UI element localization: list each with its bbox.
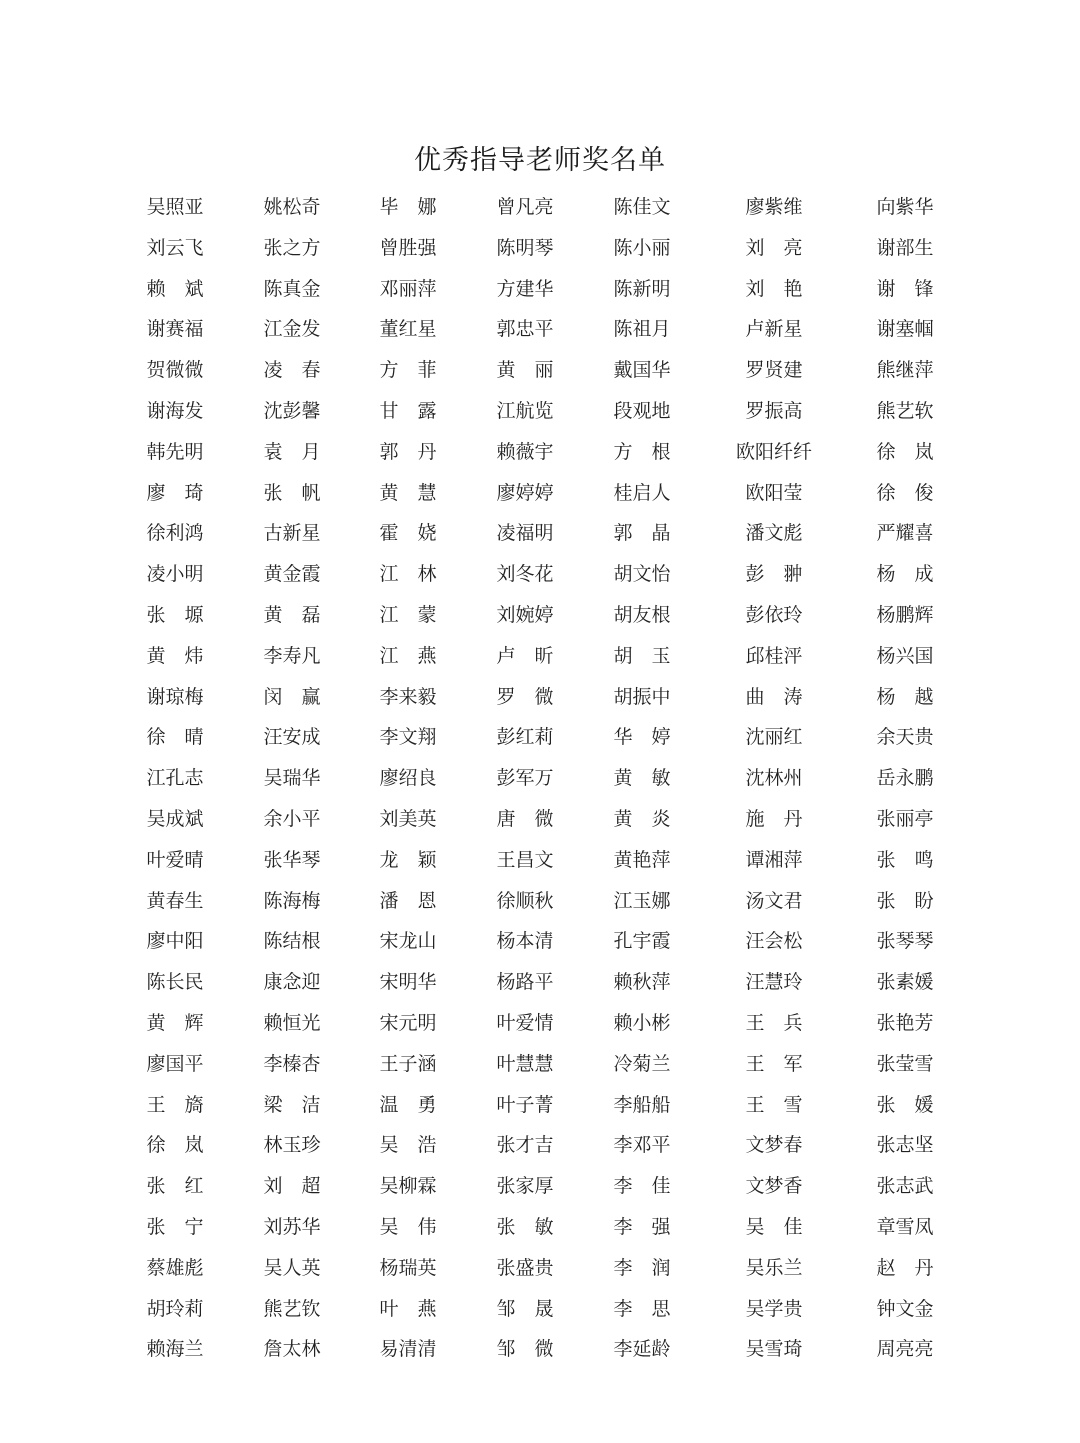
teacher-name: 汪会松 — [745, 930, 803, 953]
teacher-name: 黄 慧 — [379, 481, 437, 504]
teacher-name: 张素媛 — [876, 971, 934, 994]
teacher-name: 贺微微 — [146, 359, 204, 382]
teacher-name: 吴照亚 — [146, 196, 204, 218]
teacher-name: 彭军万 — [496, 767, 554, 790]
teacher-name: 邹 晟 — [496, 1297, 554, 1320]
teacher-name: 李延龄 — [613, 1338, 671, 1361]
teacher-name: 沈彭馨 — [263, 399, 321, 422]
teacher-name: 江 林 — [379, 563, 437, 586]
teacher-name: 王 军 — [745, 1052, 803, 1075]
teacher-name: 黄 丽 — [496, 359, 554, 382]
teacher-name: 李 强 — [613, 1215, 671, 1238]
teacher-name: 张志武 — [876, 1175, 934, 1198]
name-row — [0, 310, 1080, 351]
teacher-name: 凌福明 — [496, 522, 554, 545]
teacher-name: 王 旖 — [146, 1093, 204, 1116]
teacher-name: 徐 岚 — [146, 1134, 204, 1157]
teacher-name: 张 盼 — [876, 889, 934, 912]
teacher-name: 宋明华 — [379, 971, 437, 994]
teacher-name: 江 蒙 — [379, 603, 437, 626]
teacher-name: 吴雪琦 — [745, 1338, 803, 1361]
teacher-name: 邓丽萍 — [379, 277, 437, 300]
teacher-name: 桂启人 — [613, 481, 671, 504]
teacher-name: 李 佳 — [613, 1175, 671, 1198]
teacher-name: 严耀喜 — [876, 522, 934, 545]
teacher-name: 谭湘萍 — [745, 848, 803, 871]
teacher-name: 罗贤建 — [745, 359, 803, 382]
teacher-name: 汤文君 — [745, 889, 803, 912]
teacher-name: 方 根 — [613, 440, 671, 463]
teacher-name: 邱桂泙 — [745, 644, 803, 667]
teacher-name: 李来毅 — [379, 685, 437, 708]
teacher-name: 王子涵 — [379, 1052, 437, 1075]
teacher-name: 廖 琦 — [146, 481, 204, 504]
teacher-name: 江 燕 — [379, 644, 437, 667]
teacher-name: 赖恒光 — [263, 1011, 321, 1034]
teacher-name: 谢塞帼 — [876, 318, 934, 341]
teacher-name: 吴 伟 — [379, 1215, 437, 1238]
teacher-name: 李船船 — [613, 1093, 671, 1116]
teacher-name: 凌 春 — [263, 359, 321, 382]
teacher-name: 赖薇宇 — [496, 440, 554, 463]
teacher-name: 张 帆 — [263, 481, 321, 504]
teacher-name: 黄 炜 — [146, 644, 204, 667]
teacher-name: 凌小明 — [146, 563, 204, 586]
teacher-name: 李文翔 — [379, 726, 437, 749]
teacher-name: 彭依玲 — [745, 603, 803, 626]
teacher-name: 吴 浩 — [379, 1134, 437, 1157]
teacher-name: 郭忠平 — [496, 318, 554, 341]
teacher-name: 杨路平 — [496, 971, 554, 994]
teacher-name: 刘婉婷 — [496, 603, 554, 626]
teacher-name: 胡 玉 — [613, 644, 671, 667]
name-row — [0, 270, 1080, 311]
teacher-name: 叶 燕 — [379, 1297, 437, 1320]
name-row — [0, 474, 1080, 515]
teacher-name: 吴 佳 — [745, 1215, 803, 1238]
teacher-name: 张志坚 — [876, 1134, 934, 1157]
teacher-name: 林玉珍 — [263, 1134, 321, 1157]
teacher-name: 杨 越 — [876, 685, 934, 708]
teacher-name: 曲 涛 — [745, 685, 803, 708]
teacher-name: 陈海梅 — [263, 889, 321, 912]
teacher-name: 张华琴 — [263, 848, 321, 871]
teacher-name: 叶爱情 — [496, 1011, 554, 1034]
teacher-name: 李寿凡 — [263, 644, 321, 667]
teacher-name: 闵 赢 — [263, 685, 321, 708]
name-row — [0, 1126, 1080, 1167]
teacher-name: 徐 岚 — [876, 440, 934, 463]
teacher-name: 彭 翀 — [745, 563, 803, 586]
teacher-name: 毕 娜 — [379, 196, 437, 218]
name-row — [0, 759, 1080, 800]
teacher-name: 刘美英 — [379, 807, 437, 830]
teacher-name: 江孔志 — [146, 767, 204, 790]
teacher-name: 熊艺软 — [876, 399, 934, 422]
teacher-name: 曾胜强 — [379, 236, 437, 259]
teacher-name: 郭 丹 — [379, 440, 437, 463]
teacher-name: 徐 晴 — [146, 726, 204, 749]
teacher-name: 张 敏 — [496, 1215, 554, 1238]
teacher-name: 杨兴国 — [876, 644, 934, 667]
teacher-name: 陈祖月 — [613, 318, 671, 341]
teacher-name: 詹太林 — [263, 1338, 321, 1361]
name-row — [0, 392, 1080, 433]
teacher-name: 李邓平 — [613, 1134, 671, 1157]
teacher-name: 易清清 — [379, 1338, 437, 1361]
teacher-name: 郭 晶 — [613, 522, 671, 545]
teacher-name: 张 媛 — [876, 1093, 934, 1116]
teacher-name: 蔡雄彪 — [146, 1256, 204, 1279]
teacher-name: 李 思 — [613, 1297, 671, 1320]
name-row — [0, 1290, 1080, 1331]
name-row — [0, 882, 1080, 923]
teacher-name: 陈新明 — [613, 277, 671, 300]
name-row — [0, 1045, 1080, 1086]
teacher-name: 吴瑞华 — [263, 767, 321, 790]
teacher-name: 张才吉 — [496, 1134, 554, 1157]
teacher-name: 王 雪 — [745, 1093, 803, 1116]
teacher-name: 卢 昕 — [496, 644, 554, 667]
name-row — [0, 229, 1080, 270]
page-title: 优秀指导老师奖名单 — [414, 145, 666, 176]
teacher-name: 黄 磊 — [263, 603, 321, 626]
name-row — [0, 841, 1080, 882]
teacher-name: 黄 辉 — [146, 1011, 204, 1034]
teacher-name: 章雪凤 — [876, 1215, 934, 1238]
name-row — [0, 678, 1080, 719]
teacher-name: 潘文彪 — [745, 522, 803, 545]
teacher-name: 黄 炎 — [613, 807, 671, 830]
teacher-name: 张家厚 — [496, 1175, 554, 1198]
teacher-name: 文梦春 — [745, 1134, 803, 1157]
teacher-name: 刘冬花 — [496, 563, 554, 586]
teacher-name: 潘 恩 — [379, 889, 437, 912]
teacher-name: 龙 颖 — [379, 848, 437, 871]
teacher-name: 陈小丽 — [613, 236, 671, 259]
teacher-name: 徐顺秋 — [496, 889, 554, 912]
teacher-name: 吴柳霖 — [379, 1175, 437, 1198]
name-row — [0, 922, 1080, 963]
teacher-name: 叶慧慧 — [496, 1052, 554, 1075]
name-row — [0, 718, 1080, 759]
teacher-name: 叶爱晴 — [146, 848, 204, 871]
teacher-name: 胡振中 — [613, 685, 671, 708]
name-row — [0, 637, 1080, 678]
name-row — [0, 188, 1080, 229]
teacher-name: 廖紫维 — [745, 196, 803, 218]
teacher-name: 刘云飞 — [146, 236, 204, 259]
teacher-name: 杨 成 — [876, 563, 934, 586]
teacher-name: 余天贵 — [876, 726, 934, 749]
teacher-name: 黄春生 — [146, 889, 204, 912]
teacher-name: 谢部生 — [876, 236, 934, 259]
teacher-name: 杨瑞英 — [379, 1256, 437, 1279]
teacher-name: 姚松奇 — [263, 196, 321, 218]
teacher-name: 韩先明 — [146, 440, 204, 463]
teacher-name: 叶子菁 — [496, 1093, 554, 1116]
teacher-name: 赖 斌 — [146, 277, 204, 300]
name-list-grid — [0, 188, 1080, 1371]
teacher-name: 江玉娜 — [613, 889, 671, 912]
teacher-name: 刘 亮 — [745, 236, 803, 259]
teacher-name: 杨本清 — [496, 930, 554, 953]
teacher-name: 徐利鸿 — [146, 522, 204, 545]
teacher-name: 余小平 — [263, 807, 321, 830]
teacher-name: 沈丽红 — [745, 726, 803, 749]
teacher-name: 张莹雪 — [876, 1052, 934, 1075]
teacher-name: 刘 艳 — [745, 277, 803, 300]
teacher-name: 张琴琴 — [876, 930, 934, 953]
name-row — [0, 800, 1080, 841]
teacher-name: 熊继萍 — [876, 359, 934, 382]
teacher-name: 黄金霞 — [263, 563, 321, 586]
teacher-name: 欧阳莹 — [745, 481, 803, 504]
teacher-name: 胡玲莉 — [146, 1297, 204, 1320]
name-row — [0, 1330, 1080, 1371]
teacher-name: 袁 月 — [263, 440, 321, 463]
teacher-name: 汪安成 — [263, 726, 321, 749]
teacher-name: 文梦香 — [745, 1175, 803, 1198]
teacher-name: 方 菲 — [379, 359, 437, 382]
teacher-name: 胡友根 — [613, 603, 671, 626]
teacher-name: 施 丹 — [745, 807, 803, 830]
teacher-name: 张 红 — [146, 1175, 204, 1198]
teacher-name: 孔宇霞 — [613, 930, 671, 953]
teacher-name: 段观地 — [613, 399, 671, 422]
name-row — [0, 433, 1080, 474]
teacher-name: 陈明琴 — [496, 236, 554, 259]
name-row — [0, 596, 1080, 637]
teacher-name: 华 婷 — [613, 726, 671, 749]
teacher-name: 古新星 — [263, 522, 321, 545]
teacher-name: 张 鸣 — [876, 848, 934, 871]
teacher-name: 赖小彬 — [613, 1011, 671, 1034]
teacher-name: 廖婷婷 — [496, 481, 554, 504]
teacher-name: 陈真金 — [263, 277, 321, 300]
teacher-name: 霍 娆 — [379, 522, 437, 545]
teacher-name: 陈结根 — [263, 930, 321, 953]
teacher-name: 彭红莉 — [496, 726, 554, 749]
name-row — [0, 555, 1080, 596]
teacher-name: 刘苏华 — [263, 1215, 321, 1238]
teacher-name: 杨鹏辉 — [876, 603, 934, 626]
teacher-name: 罗 微 — [496, 685, 554, 708]
teacher-name: 冷菊兰 — [613, 1052, 671, 1075]
name-row — [0, 514, 1080, 555]
teacher-name: 廖中阳 — [146, 930, 204, 953]
teacher-name: 宋元明 — [379, 1011, 437, 1034]
teacher-name: 张丽亭 — [876, 807, 934, 830]
teacher-name: 胡文怡 — [613, 563, 671, 586]
name-row — [0, 1249, 1080, 1290]
teacher-name: 董红星 — [379, 318, 437, 341]
teacher-name: 曾凡亮 — [496, 196, 554, 218]
teacher-name: 廖绍良 — [379, 767, 437, 790]
teacher-name: 周亮亮 — [876, 1338, 934, 1361]
teacher-name: 谢 锋 — [876, 277, 934, 300]
teacher-name: 赖秋萍 — [613, 971, 671, 994]
teacher-name: 谢琼梅 — [146, 685, 204, 708]
teacher-name: 赖海兰 — [146, 1338, 204, 1361]
teacher-name: 江航览 — [496, 399, 554, 422]
teacher-name: 张盛贵 — [496, 1256, 554, 1279]
teacher-name: 张之方 — [263, 236, 321, 259]
teacher-name: 黄艳萍 — [613, 848, 671, 871]
name-row — [0, 1086, 1080, 1127]
teacher-name: 谢赛福 — [146, 318, 204, 341]
teacher-name: 吴成斌 — [146, 807, 204, 830]
teacher-name: 王昌文 — [496, 848, 554, 871]
teacher-name: 吴乐兰 — [745, 1256, 803, 1279]
teacher-name: 张 塬 — [146, 603, 204, 626]
name-row — [0, 1208, 1080, 1249]
teacher-name: 方建华 — [496, 277, 554, 300]
teacher-name: 王 兵 — [745, 1011, 803, 1034]
teacher-name: 陈长民 — [146, 971, 204, 994]
teacher-name: 沈林州 — [745, 767, 803, 790]
teacher-name: 吴学贵 — [745, 1297, 803, 1320]
teacher-name: 甘 露 — [379, 399, 437, 422]
teacher-name: 熊艺钦 — [263, 1297, 321, 1320]
teacher-name: 钟文金 — [876, 1297, 934, 1320]
teacher-name: 戴国华 — [613, 359, 671, 382]
teacher-name: 张艳芳 — [876, 1011, 934, 1034]
teacher-name: 黄 敏 — [613, 767, 671, 790]
name-row — [0, 963, 1080, 1004]
teacher-name: 张 宁 — [146, 1215, 204, 1238]
teacher-name: 吴人英 — [263, 1256, 321, 1279]
teacher-name: 陈佳文 — [613, 196, 671, 218]
teacher-name: 欧阳纤纤 — [735, 440, 812, 463]
teacher-name: 徐 俊 — [876, 481, 934, 504]
teacher-name: 廖国平 — [146, 1052, 204, 1075]
teacher-name: 罗振高 — [745, 399, 803, 422]
teacher-name: 梁 洁 — [263, 1093, 321, 1116]
teacher-name: 刘 超 — [263, 1175, 321, 1198]
teacher-name: 唐 微 — [496, 807, 554, 830]
teacher-name: 江金发 — [263, 318, 321, 341]
name-row — [0, 1004, 1080, 1045]
teacher-name: 李 润 — [613, 1256, 671, 1279]
teacher-name: 康念迎 — [263, 971, 321, 994]
teacher-name: 卢新星 — [745, 318, 803, 341]
teacher-name: 谢海发 — [146, 399, 204, 422]
teacher-name: 汪慧玲 — [745, 971, 803, 994]
teacher-name: 温 勇 — [379, 1093, 437, 1116]
teacher-name: 赵 丹 — [876, 1256, 934, 1279]
teacher-name: 向紫华 — [876, 196, 934, 218]
teacher-name: 岳永鹏 — [876, 767, 934, 790]
name-row — [0, 1167, 1080, 1208]
teacher-name: 邹 微 — [496, 1338, 554, 1361]
teacher-name: 李榛杏 — [263, 1052, 321, 1075]
teacher-name: 宋龙山 — [379, 930, 437, 953]
name-row — [0, 351, 1080, 392]
